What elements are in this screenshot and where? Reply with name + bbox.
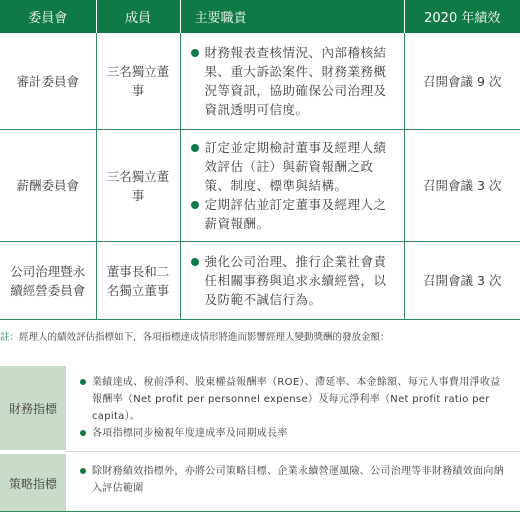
committee-performance: 召開會議 9 次 (404, 33, 520, 130)
indicator-text: 各項指標同步檢視年度達成率及同期成長率 (92, 428, 288, 439)
header-performance: 2020 年績效 (404, 0, 520, 33)
bullet-icon (80, 468, 86, 474)
committee-members (96, 242, 180, 320)
bullet-icon (80, 430, 86, 436)
committee-performance: 召開會議 3 次 (404, 242, 520, 320)
committee-members (96, 33, 180, 130)
table-row (0, 242, 520, 320)
committee-name: 審計委員會 (0, 33, 96, 130)
committee-table-header (0, 0, 520, 33)
indicator-row-financial (0, 366, 520, 450)
header-committee: 委員會 (0, 0, 96, 33)
indicator-body (66, 454, 520, 512)
header-duties: 主要職責 (180, 0, 404, 33)
divider (66, 451, 520, 452)
header-members: 成員 (96, 0, 180, 33)
indicator-text: 除財務績效指標外，亦將公司策略目標、企業永續營運風險、公司治理等非財務績效面向納入評估範圍 (92, 466, 504, 494)
indicator-item (80, 374, 510, 425)
duty-text: 定期評估並訂定董事及經理人之薪資報酬。 (204, 197, 387, 231)
footnote (0, 331, 520, 345)
indicator-item (80, 425, 510, 442)
committee-duties (180, 33, 404, 130)
footnote-prefix: 註： (0, 332, 20, 343)
bullet-icon (191, 201, 199, 209)
members-text: 三名獨立董事 (106, 168, 170, 203)
bullet-icon (191, 49, 199, 57)
indicator-row-strategic (0, 454, 520, 512)
duty-text: 強化公司治理、推行企業社會責任相關事務與追求永續經營，以及防範不誠信行為。 (204, 254, 387, 307)
table-row (0, 33, 520, 130)
bullet-icon (80, 379, 86, 385)
indicator-item (80, 463, 510, 497)
indicator-table (0, 366, 520, 512)
duty-text: 訂定並定期檢討董事及經理人績效評估（註）與薪資報酬之政策、制度、標準與結構。 (204, 140, 387, 193)
members-text: 董事長和二名獨立董事 (106, 263, 170, 298)
duty-item (191, 195, 396, 233)
committee-name: 薪酬委員會 (0, 130, 96, 242)
indicator-body (66, 366, 520, 450)
duty-item (191, 43, 396, 119)
footnote-text: 經理人的績效評估指標如下，各項指標達成情形將進而影響經理人變動獎酬的發放金額： (19, 332, 390, 343)
committee-duties (180, 130, 404, 242)
committee-performance: 召開會議 3 次 (404, 130, 520, 242)
duty-item (191, 252, 396, 309)
table-row (0, 130, 520, 242)
committee-members (96, 130, 180, 242)
committee-name: 公司治理暨永續經營委員會 (0, 242, 96, 320)
committee-duties (180, 242, 404, 320)
members-text: 三名獨立董事 (106, 64, 170, 98)
indicator-text: 業績達成、稅前淨利、股東權益報酬率（ROE）、滯延率、本金餘額、每元人事費用淨收益報酬率（Net profit per personnel expense）及每元淨利率（Net profit ratio per capita）。 (92, 377, 501, 422)
duty-text: 財務報表查核情況、內部稽核結果、重大訴訟案件、財務業務概況等資訊，協助確保公司治理及資訊透明可信度。 (204, 45, 387, 117)
duty-item (191, 138, 396, 195)
indicator-label: 財務指標 (0, 366, 66, 450)
bullet-icon (191, 258, 199, 266)
bullet-icon (191, 144, 199, 152)
indicator-label: 策略指標 (0, 454, 66, 512)
